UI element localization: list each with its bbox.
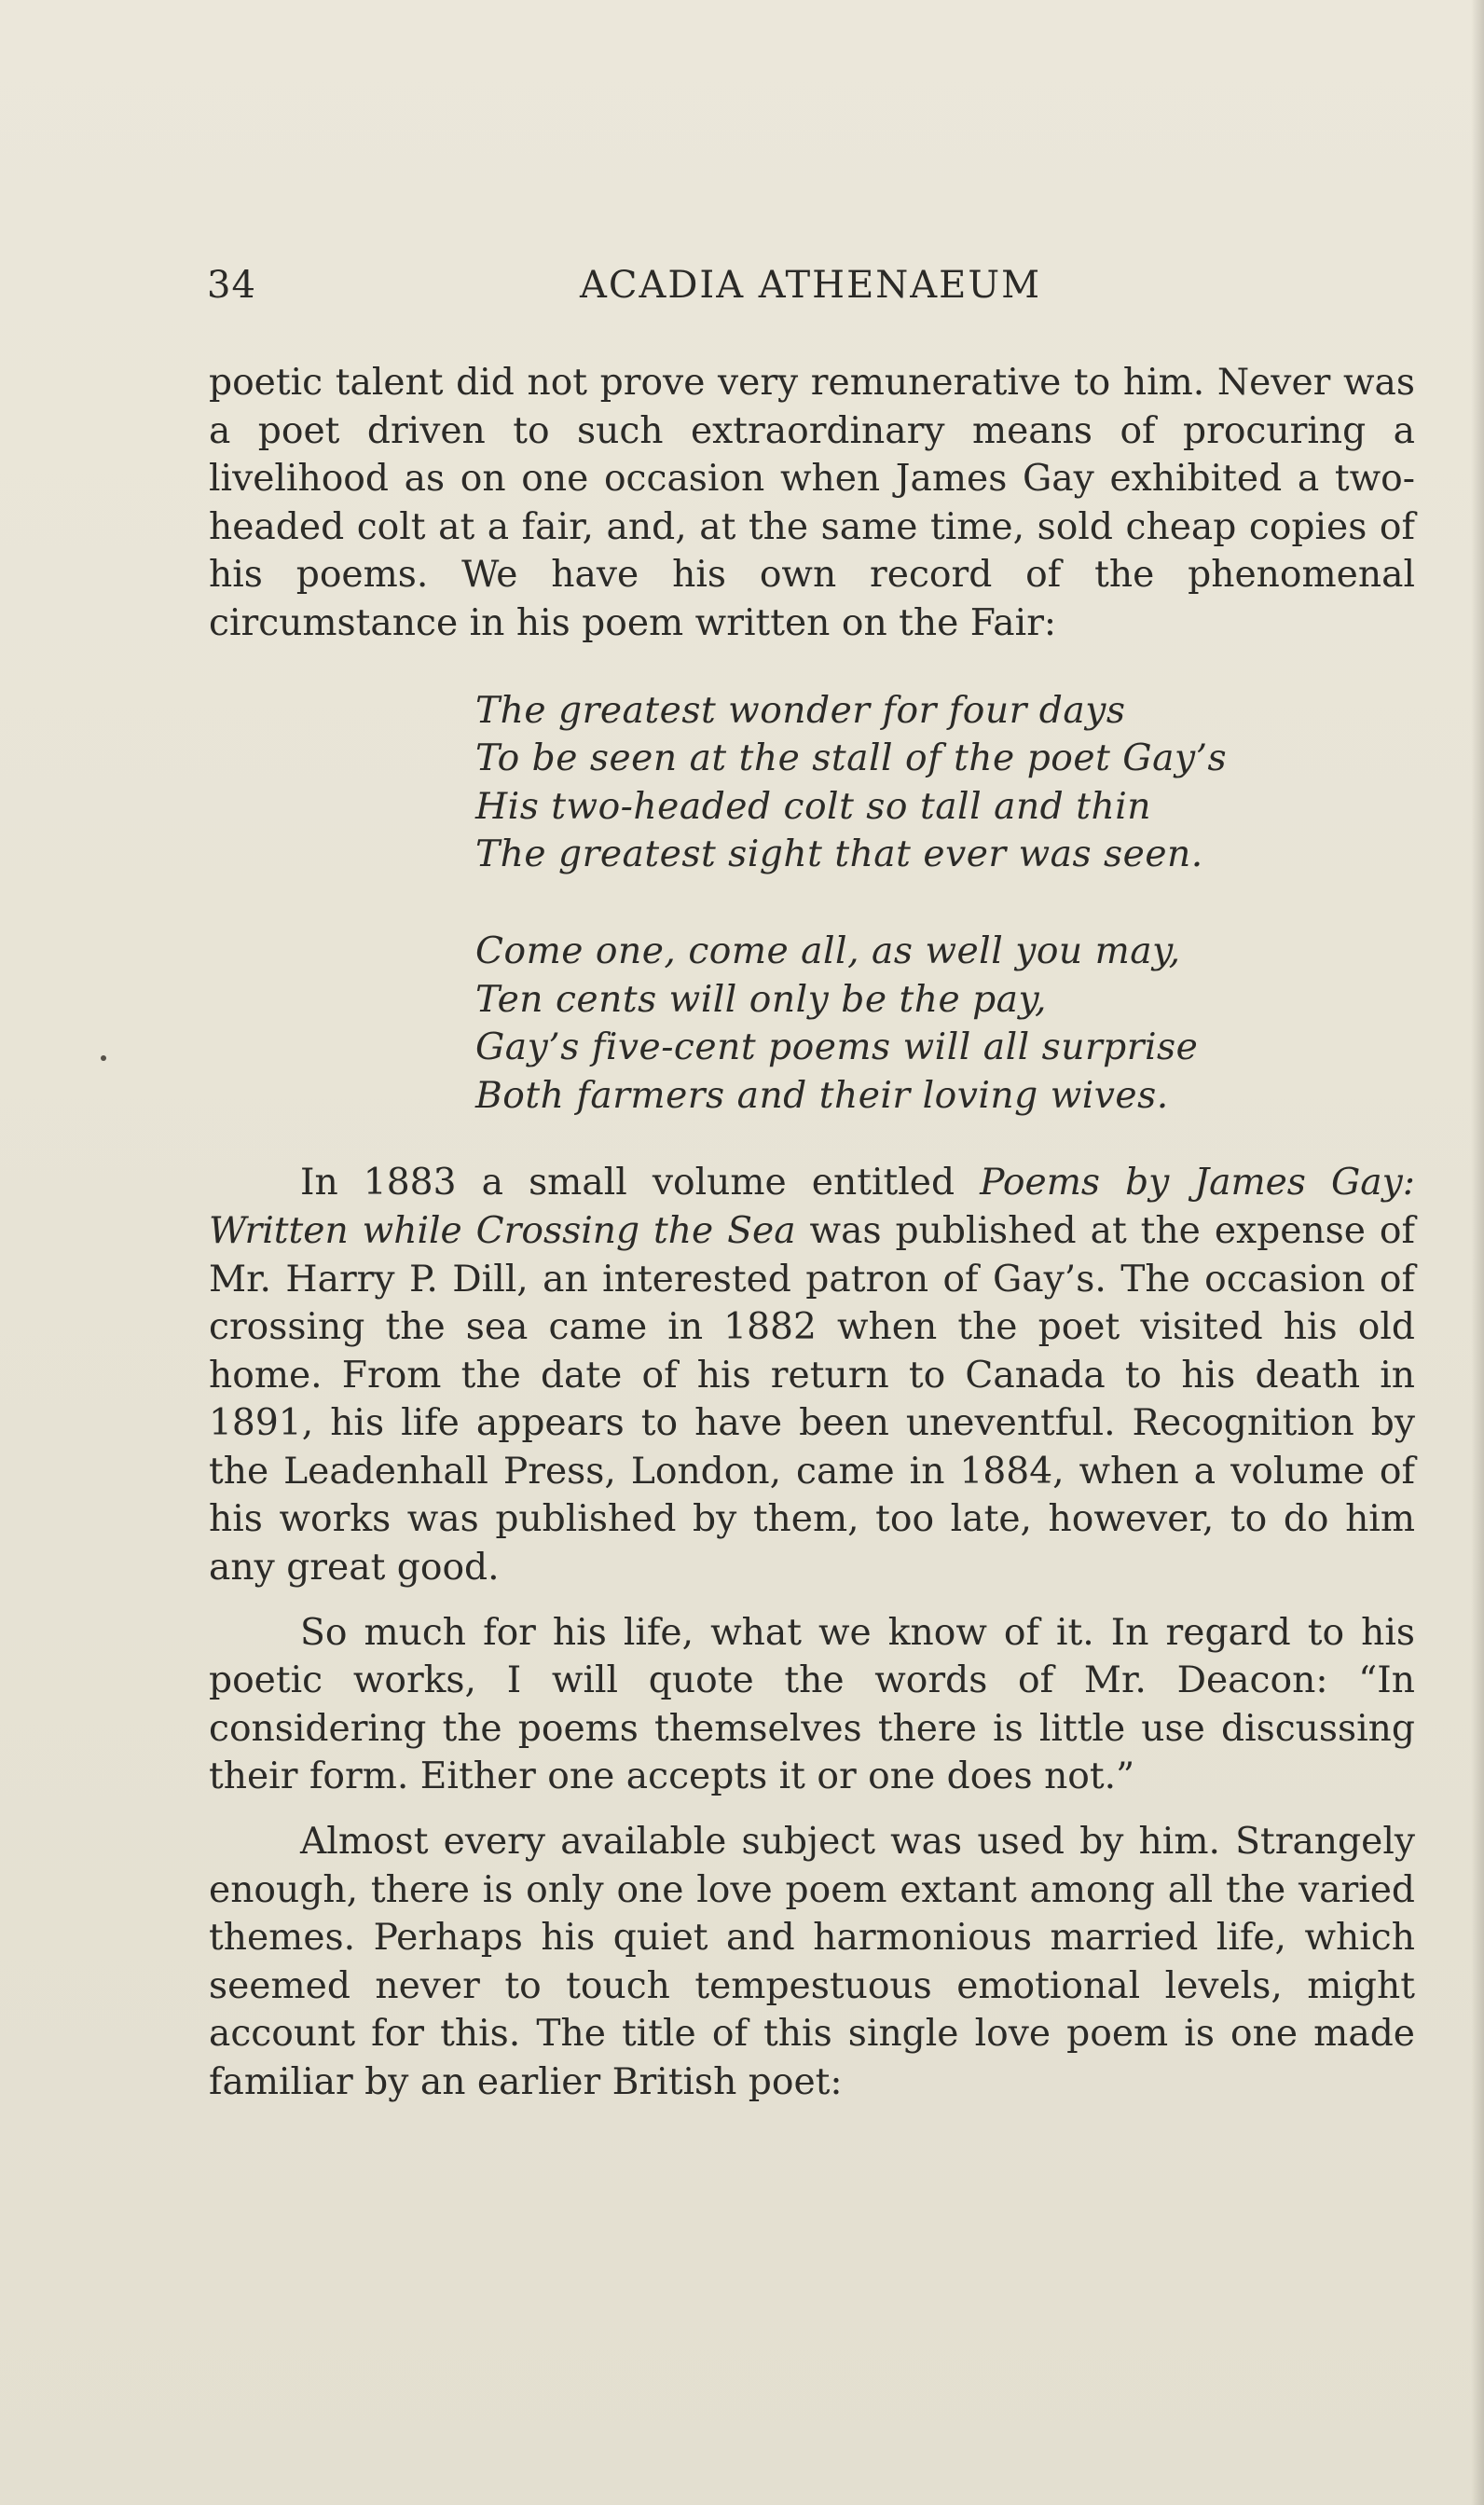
verse-line: Come one, come all, as well you may, bbox=[475, 929, 1181, 972]
book-title: Poems by James Gay: Written while Crossing the Sea bbox=[209, 1162, 1416, 1252]
paragraph-4: Almost every available subject was used by him. Strangely enough, there is only one love poem extant among all the varied themes. Perhaps his quiet and harmonious married life, which seemed never to touch tempestuous emotional levels, might account for this. The title of this single love poem is one made familiar by an earlier British poet: bbox=[209, 1821, 1415, 2103]
paragraph-2-lead: In 1883 a small volume entitled bbox=[300, 1162, 981, 1204]
page-edge-shadow bbox=[1471, 0, 1484, 2505]
page-number: 34 bbox=[207, 264, 256, 307]
journal-title: ACADIA ATHENAEUM bbox=[579, 264, 1042, 307]
verse-line: The greatest wonder for four days bbox=[475, 689, 1126, 732]
verse-line: His two-headed colt so tall and thin bbox=[475, 785, 1151, 828]
verse-line: To be seen at the stall of the poet Gay’s bbox=[475, 737, 1228, 780]
paragraph-2-rest: was published at the expense of Mr. Harry P. Dill, an interested patron of Gay’s. The occasion of crossing the sea came in 1882 when the poet visited his old home. From the date of his return to Canada to his death in 1891, his life appears to have been uneventful. Recognition by the Leadenhall Press, London, came in 1884, when a volume of his works was published by them, too late, however, to do him any great good. bbox=[209, 1209, 1415, 1590]
paragraph-3: So much for his life, what we know of it. In regard to his poetic works, I will quote the words of Mr. Deacon: “In considering the poems themselves there is little use discussing their form. Either one accepts it or one does not.” bbox=[209, 1611, 1415, 1798]
verse-line: The greatest sight that ever was seen. bbox=[475, 833, 1203, 876]
verse-line: Both farmers and their loving wives. bbox=[475, 1074, 1169, 1117]
paragraph-1: poetic talent did not prove very remunerative to him. Never was a poet driven to such extraordinary means of procuring a livelihood as on one occasion when James Gay exhibited a two-headed colt at a fair, and, at the same time, sold cheap copies of his poems. We have his own record of the phenomenal circumstance in his poem written on the Fair: bbox=[209, 362, 1415, 644]
poem-stanza-2 bbox=[475, 928, 1415, 1120]
ink-speck bbox=[101, 1055, 106, 1061]
paragraph-2 bbox=[209, 1159, 1415, 1591]
verse-line: Gay’s five-cent poems will all surprise bbox=[475, 1026, 1199, 1069]
running-head bbox=[207, 256, 1414, 316]
body-text bbox=[209, 359, 1415, 2107]
poem-stanza-1 bbox=[475, 687, 1415, 879]
verse-line: Ten cents will only be the pay, bbox=[475, 978, 1047, 1021]
